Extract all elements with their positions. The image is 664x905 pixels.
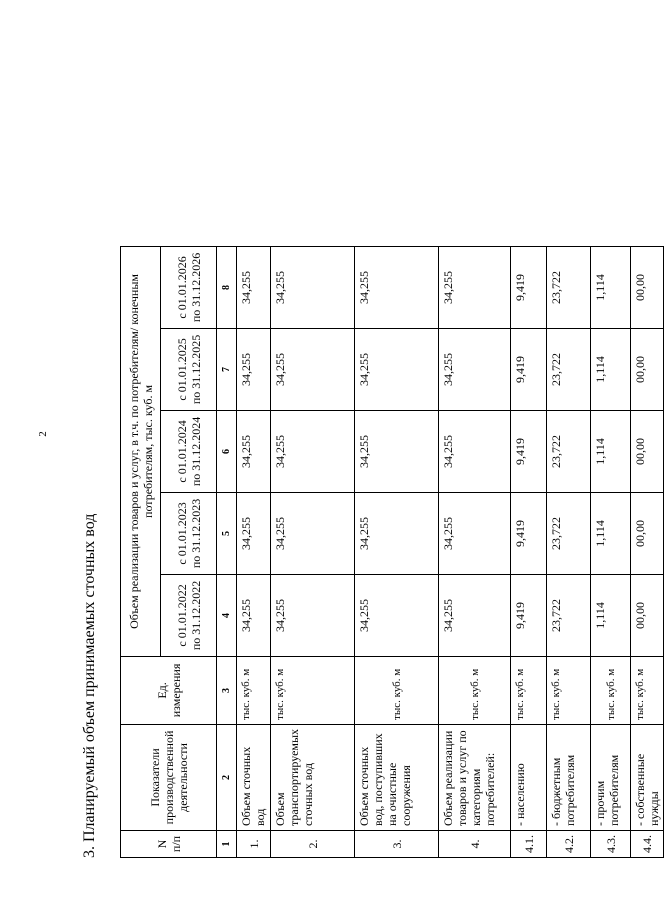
header-unit: Ед. измерения [121,656,217,724]
header-period-2023: с 01.01.2023 по 31.12.2023 [161,492,217,574]
row-number: 4.2. [547,831,591,858]
row-number: 4. [439,831,511,858]
row-number: 4.1. [511,831,547,858]
row-value: 1,114 [591,246,631,328]
table-row [439,246,511,857]
row-value: 1,114 [591,574,631,656]
table-row [355,246,439,857]
page-number: 2 [37,431,49,437]
row-unit: тыс. куб. м [631,656,664,724]
table-row [591,246,631,857]
table-row [237,246,271,857]
header-num: N п/п [121,831,217,858]
header-period-2022: с 01.01.2022 по 31.12.2022 [161,574,217,656]
section-title: 3. Планируемый объем принимаемых сточных вод [81,513,98,858]
row-number: 2. [271,831,355,858]
row-unit: тыс. куб. м [237,656,271,724]
row-indicator: - населению [511,724,547,830]
row-unit: тыс. куб. м [591,656,631,724]
table-row [547,246,591,857]
row-value: 34,255 [237,246,271,328]
row-unit: тыс. куб. м [355,656,439,724]
row-value: 23,722 [547,574,591,656]
header-period-2026: с 01.01.2026 по 31.12.2026 [161,246,217,328]
row-value: 34,255 [271,328,355,410]
row-value: 00,00 [631,328,664,410]
row-value: 00,00 [631,246,664,328]
row-unit: тыс. куб. м [547,656,591,724]
header-sales-volume-group: Объем реализации товаров и услуг, в т.ч. по потребителям/ конечным потребителям, тыс. куб. м [121,246,161,656]
row-value: 23,722 [547,328,591,410]
row-number: 1. [237,831,271,858]
column-index: 2 [217,724,237,830]
row-value: 00,00 [631,574,664,656]
row-indicator: - собственные нужды [631,724,664,830]
row-unit: тыс. куб. м [511,656,547,724]
row-value: 34,255 [271,410,355,492]
wastewater-volume-table [120,246,664,858]
row-value: 9,419 [511,328,547,410]
row-value: 34,255 [237,328,271,410]
row-value: 23,722 [547,246,591,328]
row-value: 9,419 [511,410,547,492]
row-value: 34,255 [355,574,439,656]
row-indicator: Объем транспортируемых сточных вод [271,724,355,830]
row-value: 34,255 [271,574,355,656]
table-row [511,246,547,857]
row-indicator: Объем сточных вод [237,724,271,830]
column-index: 7 [217,328,237,410]
row-value: 34,255 [439,410,511,492]
row-value: 23,722 [547,492,591,574]
row-value: 34,255 [355,246,439,328]
header-period-2024: с 01.01.2024 по 31.12.2024 [161,410,217,492]
header-period-2025: с 01.01.2025 по 31.12.2025 [161,328,217,410]
row-value: 34,255 [355,410,439,492]
row-indicator: Объем реализации товаров и услуг по категориям потребителей: [439,724,511,830]
row-unit: тыс. куб. м [439,656,511,724]
row-value: 34,255 [355,492,439,574]
row-number: 4.3. [591,831,631,858]
row-value: 9,419 [511,574,547,656]
row-value: 34,255 [439,574,511,656]
row-number: 4.4. [631,831,664,858]
column-index: 4 [217,574,237,656]
column-index: 1 [217,831,237,858]
column-index: 8 [217,246,237,328]
row-indicator: - прочим потребителям [591,724,631,830]
row-value: 23,722 [547,410,591,492]
row-number: 3. [355,831,439,858]
row-value: 34,255 [355,328,439,410]
row-value: 34,255 [271,492,355,574]
row-value: 34,255 [237,410,271,492]
row-unit: тыс. куб. м [271,656,355,724]
column-index: 3 [217,656,237,724]
row-value: 34,255 [237,574,271,656]
row-value: 9,419 [511,492,547,574]
header-indicator: Показатели производственной деятельности [121,724,217,830]
rotated-page-content [68,48,661,858]
column-index: 5 [217,492,237,574]
row-value: 9,419 [511,246,547,328]
row-indicator: Объем сточных вод, поступивших на очистные сооружения [355,724,439,830]
row-value: 34,255 [439,246,511,328]
row-value: 00,00 [631,492,664,574]
row-value: 1,114 [591,410,631,492]
table-row [631,246,664,857]
row-value: 34,255 [439,328,511,410]
row-value: 34,255 [271,246,355,328]
table-row [271,246,355,857]
row-value: 34,255 [237,492,271,574]
row-indicator: - бюджетным потребителям [547,724,591,830]
row-value: 1,114 [591,328,631,410]
row-value: 00,00 [631,410,664,492]
column-index: 6 [217,410,237,492]
row-value: 1,114 [591,492,631,574]
row-value: 34,255 [439,492,511,574]
